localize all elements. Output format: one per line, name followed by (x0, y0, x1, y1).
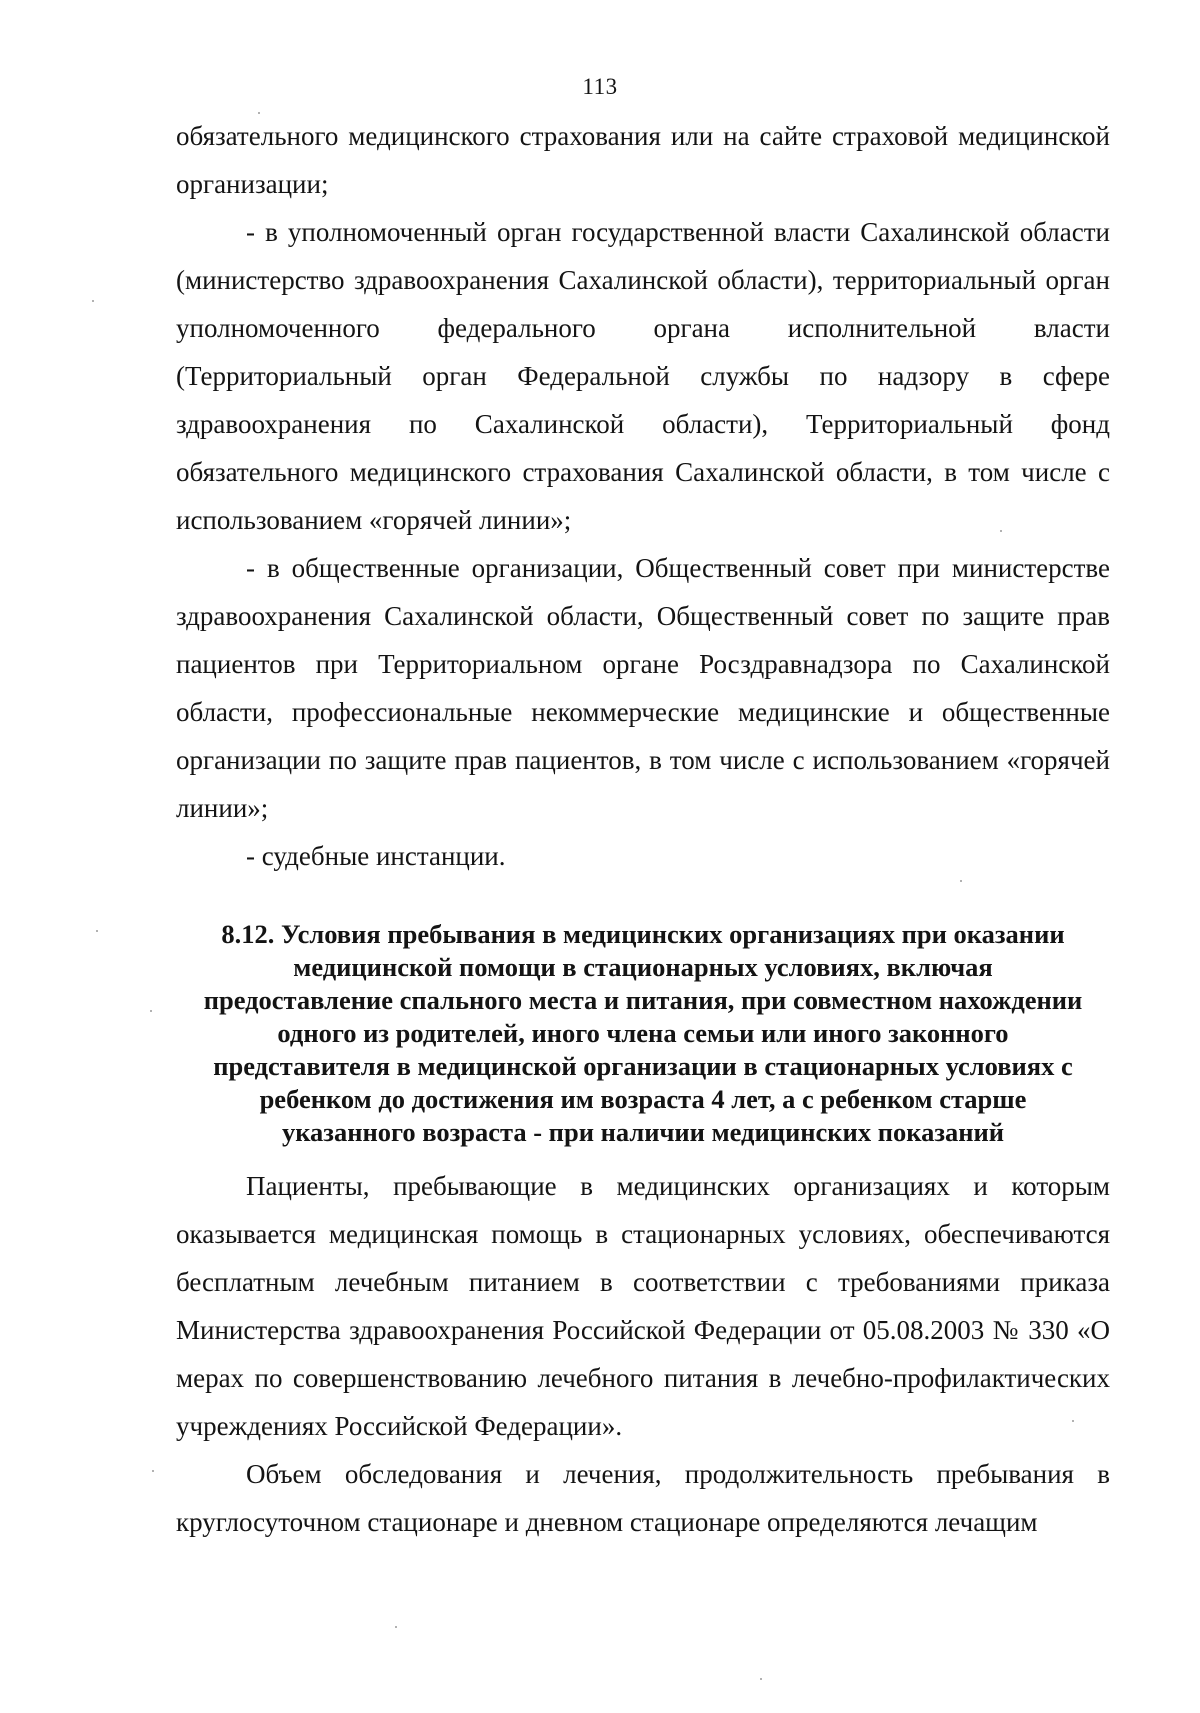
paragraph-scope: Объем обследования и лечения, продолжительность пребывания в круглосуточном стационаре и дневном стационаре определяются лечащим (176, 1459, 1110, 1537)
text-block-bottom (176, 1162, 1110, 1546)
heading-line: представителя в медицинской организации в стационарных условиях с (213, 1051, 1073, 1081)
heading-line: ребенком до достижения им возраста 4 лет, а с ребенком старше (259, 1084, 1027, 1114)
heading-line: одного из родителей, иного члена семьи или иного законного (277, 1018, 1009, 1048)
heading-line: указанного возраста - при наличии медицинских показаний (281, 1117, 1005, 1147)
scan-speck (395, 1626, 397, 1628)
heading-line: предоставление спального места и питания, при совместном нахождении (203, 985, 1083, 1015)
paragraph-nutrition: Пациенты, пребывающие в медицинских организациях и которым оказывается медицинская помощь в стационарных условиях, обеспечиваются бесплатным лечебным питанием в соответствии с требованиями приказа Министерства здравоохранения Российской Федерации от 05.08.2003 № 330 «О мерах по совершенствованию лечебного питания в лечебно-профилактических учреждениях Российской Федерации». (176, 1171, 1110, 1441)
scan-speck (960, 880, 962, 882)
paragraph-bullet-authority: - в уполномоченный орган государственной власти Сахалинской области (министерство здравоохранения Сахалинской области), территориальный орган уполномоченного федерального органа исполнительной власти (Территориальный орган Федеральной службы по надзору в сфере здравоохранения по Сахалинской области), Территориальный фонд обязательного медицинского страхования Сахалинской области, в том числе с использованием «горячей линии»; (176, 217, 1110, 535)
scan-speck (150, 1010, 152, 1012)
paragraph-bullet-courts: - судебные инстанции. (246, 841, 506, 871)
section-heading (176, 918, 1110, 1149)
scan-speck (1072, 1420, 1074, 1422)
page-number: 113 (582, 74, 618, 99)
scan-speck (1000, 530, 1002, 532)
text-block-top (176, 112, 1110, 880)
scan-speck (760, 1678, 762, 1680)
scan-speck (92, 300, 94, 302)
paragraph-continuation: обязательного медицинского страхования или на сайте страховой медицинской организации; (176, 121, 1110, 199)
scan-speck (96, 930, 98, 932)
scan-speck (258, 112, 260, 114)
heading-line: 8.12. Условия пребывания в медицинских организациях при оказании (221, 919, 1065, 949)
heading-line: медицинской помощи в стационарных условиях, включая (293, 952, 993, 982)
paragraph-bullet-public: - в общественные организации, Общественный совет при министерстве здравоохранения Сахалинской области, Общественный совет по защите прав пациентов при Территориальном органе Росздравнадзора по Сахалинской области, профессиональные некоммерческие медицинские и общественные организации по защите прав пациентов, в том числе с использованием «горячей линии»; (176, 553, 1110, 823)
scan-speck (152, 1470, 154, 1472)
